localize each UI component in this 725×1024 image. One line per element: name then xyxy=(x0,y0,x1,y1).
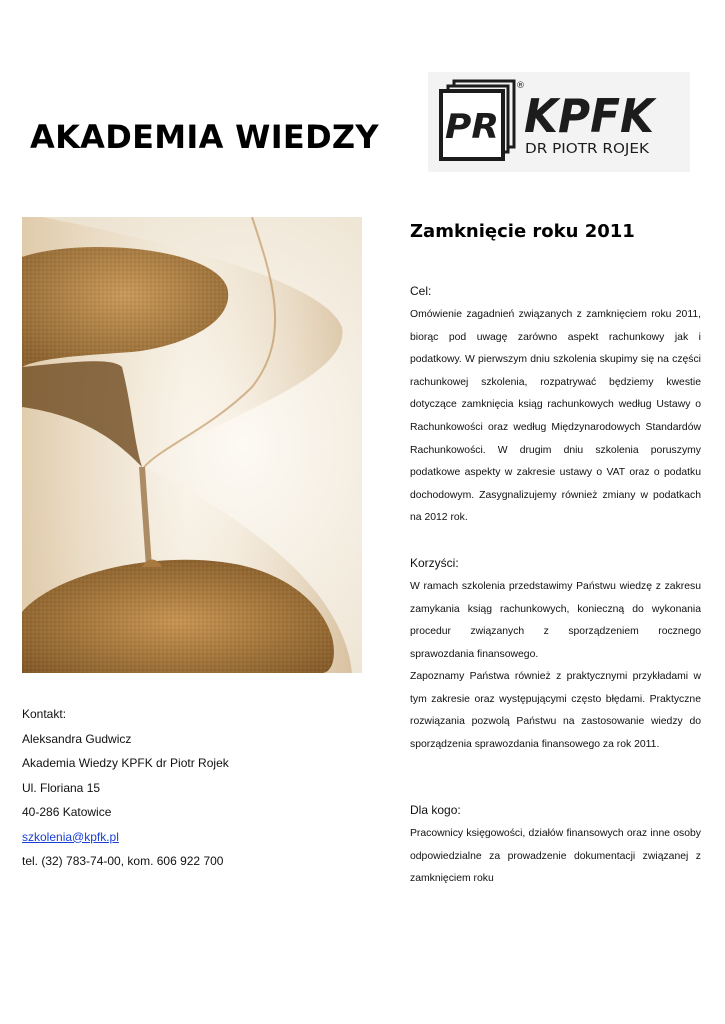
contact-heading: Kontakt: xyxy=(22,707,67,721)
contact-block xyxy=(22,704,229,876)
page-title: AKADEMIA WIEDZY xyxy=(30,118,379,156)
kpfk-logo xyxy=(428,72,690,172)
hourglass-image xyxy=(22,217,362,673)
contact-org: Akademia Wiedzy KPFK dr Piotr Rojek xyxy=(22,756,229,770)
audience-text: Pracownicy księgowości, działów finansowych oraz inne osoby odpowiedzialne za prowadzenie dokumentacji związanej z zamknięciem roku xyxy=(410,828,701,885)
contact-phone: tel. (32) 783-74-00, kom. 606 922 700 xyxy=(22,854,224,868)
logo-registered: ® xyxy=(516,81,525,91)
goal-text: Omówienie zagadnień związanych z zamknięciem roku 2011, biorąc pod uwagę zarówno aspekt rachunkowy jak i podatkowy. W pierwszym dniu szkolenia skupimy się na części rachunkowej szkolenia, rozpatrywać będziemy kwestie dotyczące zamknięcia ksiąg rachunkowych według Ustawy o Rachunkowości oraz według Międzynarodowych Standardów Rachunkowości. W drugim dniu szkolenia poruszymy podatkowe aspekty w zakresie ustawy o VAT oraz o podatku dochodowym. Zasygnalizujemy również zmiany w podatkach na 2012 rok. xyxy=(410,309,701,524)
contact-city: 40-286 Katowice xyxy=(22,805,112,819)
benefits-heading: Korzyści: xyxy=(410,556,459,570)
contact-email-link[interactable]: szkolenia@kpfk.pl xyxy=(22,829,119,844)
audience-heading: Dla kogo: xyxy=(410,803,461,817)
contact-name: Aleksandra Gudwicz xyxy=(22,731,132,746)
logo-monogram: PR xyxy=(445,107,499,147)
benefits-text-2: Zapoznamy Państwa również z praktycznymi przykładami w tym zakresie oraz występującymi często błędami. Praktyczne rozwiązania pozwolą Państwu na zastosowanie wiedzy do sporządzenia sprawozdania finansowego za rok 2011. xyxy=(410,671,701,750)
logo-tagline: DR PIOTR ROJEK xyxy=(525,142,650,157)
contact-street: Ul. Floriana 15 xyxy=(22,780,101,795)
goal-heading: Cel: xyxy=(410,284,432,298)
course-title: Zamknięcie roku 2011 xyxy=(410,221,635,242)
logo-brand: KPFK xyxy=(524,89,658,143)
benefits-text-1: W ramach szkolenia przedstawimy Państwu wiedzę z zakresu zamykania ksiąg rachunkowych, konieczną do wykonania procedur związanych z sporządzeniem rocznego sprawozdania finansowego. xyxy=(410,581,701,660)
